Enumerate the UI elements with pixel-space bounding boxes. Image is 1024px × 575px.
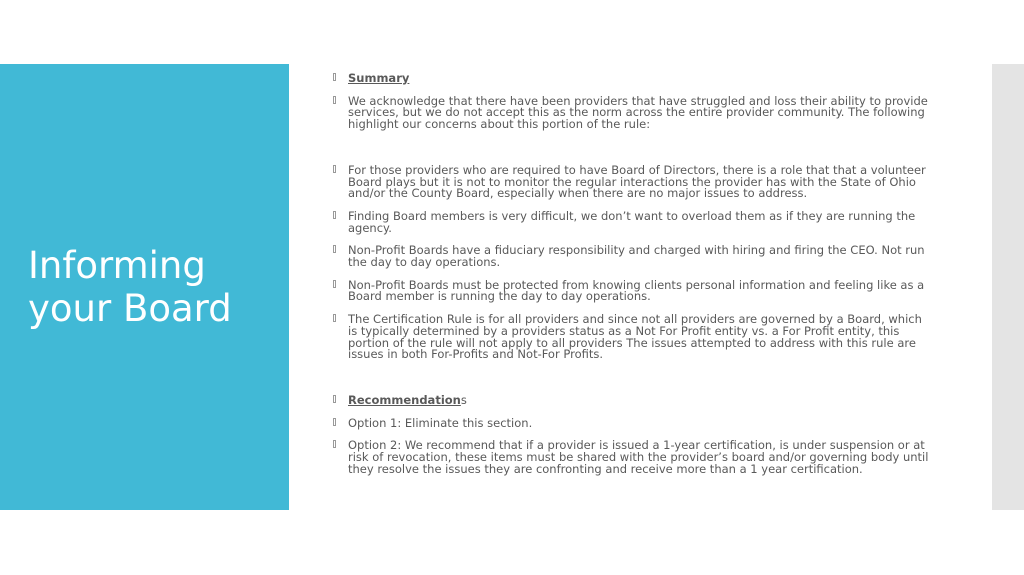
title-panel <box>0 64 289 510</box>
bullet-item <box>333 245 933 268</box>
bullet-item-recommendations-heading <box>333 392 933 407</box>
bullet-item <box>333 162 933 201</box>
bullet-list <box>333 73 933 475</box>
recommendations-heading: Recommendation <box>348 392 461 407</box>
bullet-text: We acknowledge that there have been providers that have struggled and loss their ability to provide services, but we do not accept this as the norm across the entire provider community. The following highlight our concerns about this portion of the rule: <box>348 93 928 132</box>
bullet-icon <box>333 440 336 448</box>
bullet-icon <box>333 96 336 104</box>
bullet-item <box>333 208 933 235</box>
bullet-text: Non-Profit Boards must be protected from knowing clients personal information and feeling like as a Board member is running the day to day operations. <box>348 277 925 304</box>
bullet-icon <box>333 314 336 322</box>
recommendations-heading-suffix: s <box>460 392 467 407</box>
bullet-item <box>333 415 933 430</box>
bullet-icon <box>333 165 336 173</box>
bullet-icon <box>333 245 336 253</box>
bullet-icon <box>333 280 336 288</box>
right-scroll-bar <box>992 64 1024 510</box>
bullet-icon <box>333 395 336 403</box>
bullet-text: Non-Profit Boards have a fiduciary responsibility and charged with hiring and firing the CEO. Not run the day to day operations. <box>348 243 925 270</box>
bullet-text: Finding Board members is very difficult, we don’t want to overload them as if they are running the agency. <box>348 208 916 235</box>
bullet-item <box>333 93 933 132</box>
bullet-icon <box>333 73 336 81</box>
slide-title: Informing your Board <box>28 244 232 330</box>
bullet-icon <box>333 211 336 219</box>
bullet-text: For those providers who are required to have Board of Directors, there is a role that that a volunteer Board plays but it is not to monitor the regular interactions the provider has with the State of Ohio and/or the County Board, especially when there are no major issues to address. <box>348 162 926 201</box>
bullet-item <box>333 314 933 361</box>
summary-heading: Summary <box>348 71 410 85</box>
bullet-text: Option 1: Eliminate this section. <box>348 415 533 430</box>
bullet-item <box>333 440 933 475</box>
bullet-item <box>333 277 933 304</box>
bullet-item-summary-heading <box>333 73 933 85</box>
bullet-icon <box>333 418 336 426</box>
bullet-text: Option 2: We recommend that if a provider is issued a 1-year certification, is under suspension or at risk of revocation, these items must be shared with the provider’s board and/or governing body until they resolve the issues they are confronting and receive more than a 1 year certification. <box>348 438 929 476</box>
bullet-text: The Certification Rule is for all providers and since not all providers are governed by a Board, which is typically determined by a providers status as a Not For Profit entity vs. a For Profit entity, this portion of the rule will not apply to all providers The issues attempted to address with this rule are issues in both For-Profits and Not-For Profits. <box>348 312 922 362</box>
